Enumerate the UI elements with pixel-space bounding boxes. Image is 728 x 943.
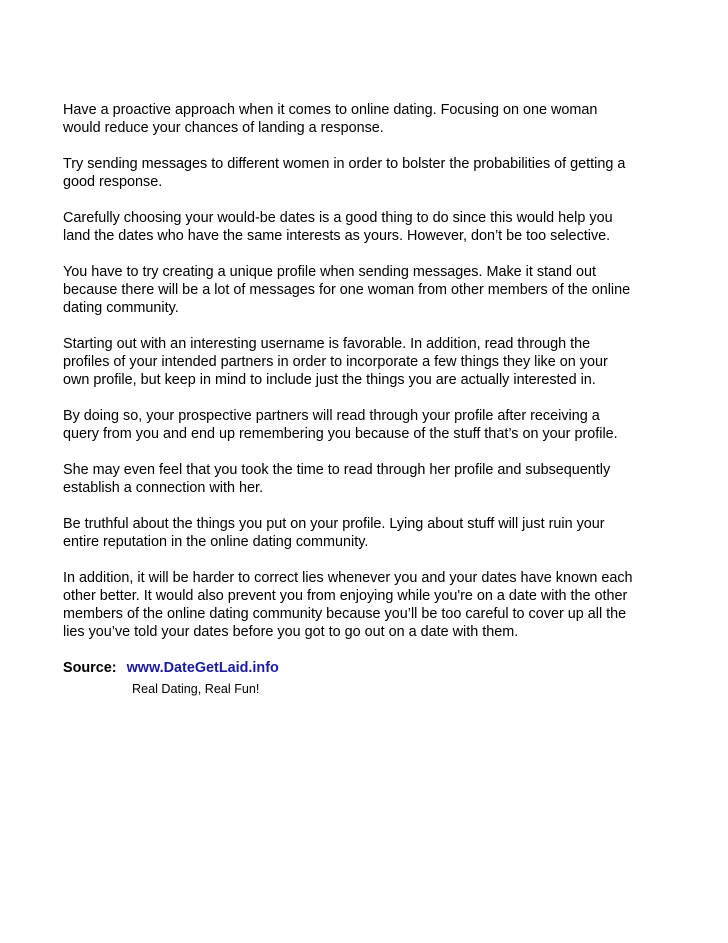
- paragraph-9: In addition, it will be harder to correct lies whenever you and your dates have known each other better. It would also prevent you from enjoying while you're on a date with the other members of the online dating community because you’ll be too careful to cover up all the lies you’ve told your dates before you got to go out on a date with them.: [63, 570, 633, 640]
- source-line: [63, 659, 633, 677]
- paragraph-4: You have to try creating a unique profile when sending messages. Make it stand out because there will be a lot of messages for one woman from other members of the online dating community.: [63, 264, 631, 316]
- paragraph-7: She may even feel that you took the time to read through her profile and subsequently establish a connection with her.: [63, 462, 611, 496]
- source-link[interactable]: www.DateGetLaid.info: [126, 660, 279, 676]
- paragraph-8: Be truthful about the things you put on your profile. Lying about stuff will just ruin your entire reputation in the online dating community.: [63, 516, 605, 550]
- paragraph-1: Have a proactive approach when it comes to online dating. Focusing on one woman would reduce your chances of landing a response.: [63, 102, 598, 136]
- paragraph-2: Try sending messages to different women in order to bolster the probabilities of getting a good response.: [63, 156, 626, 190]
- article-body: [63, 101, 633, 697]
- tagline: Real Dating, Real Fun!: [132, 682, 260, 696]
- paragraph-6: By doing so, your prospective partners will read through your profile after receiving a query from you and end up remembering you because of the stuff that’s on your profile.: [63, 408, 618, 442]
- source-label: Source:: [63, 660, 117, 676]
- paragraph-3: Carefully choosing your would-be dates is a good thing to do since this would help you land the dates who have the same interests as yours. However, don’t be too selective.: [63, 210, 613, 244]
- paragraph-5: Starting out with an interesting username is favorable. In addition, read through the profiles of your intended partners in order to incorporate a few things they like on your own profile, but keep in mind to include just the things you are actually interested in.: [63, 336, 608, 388]
